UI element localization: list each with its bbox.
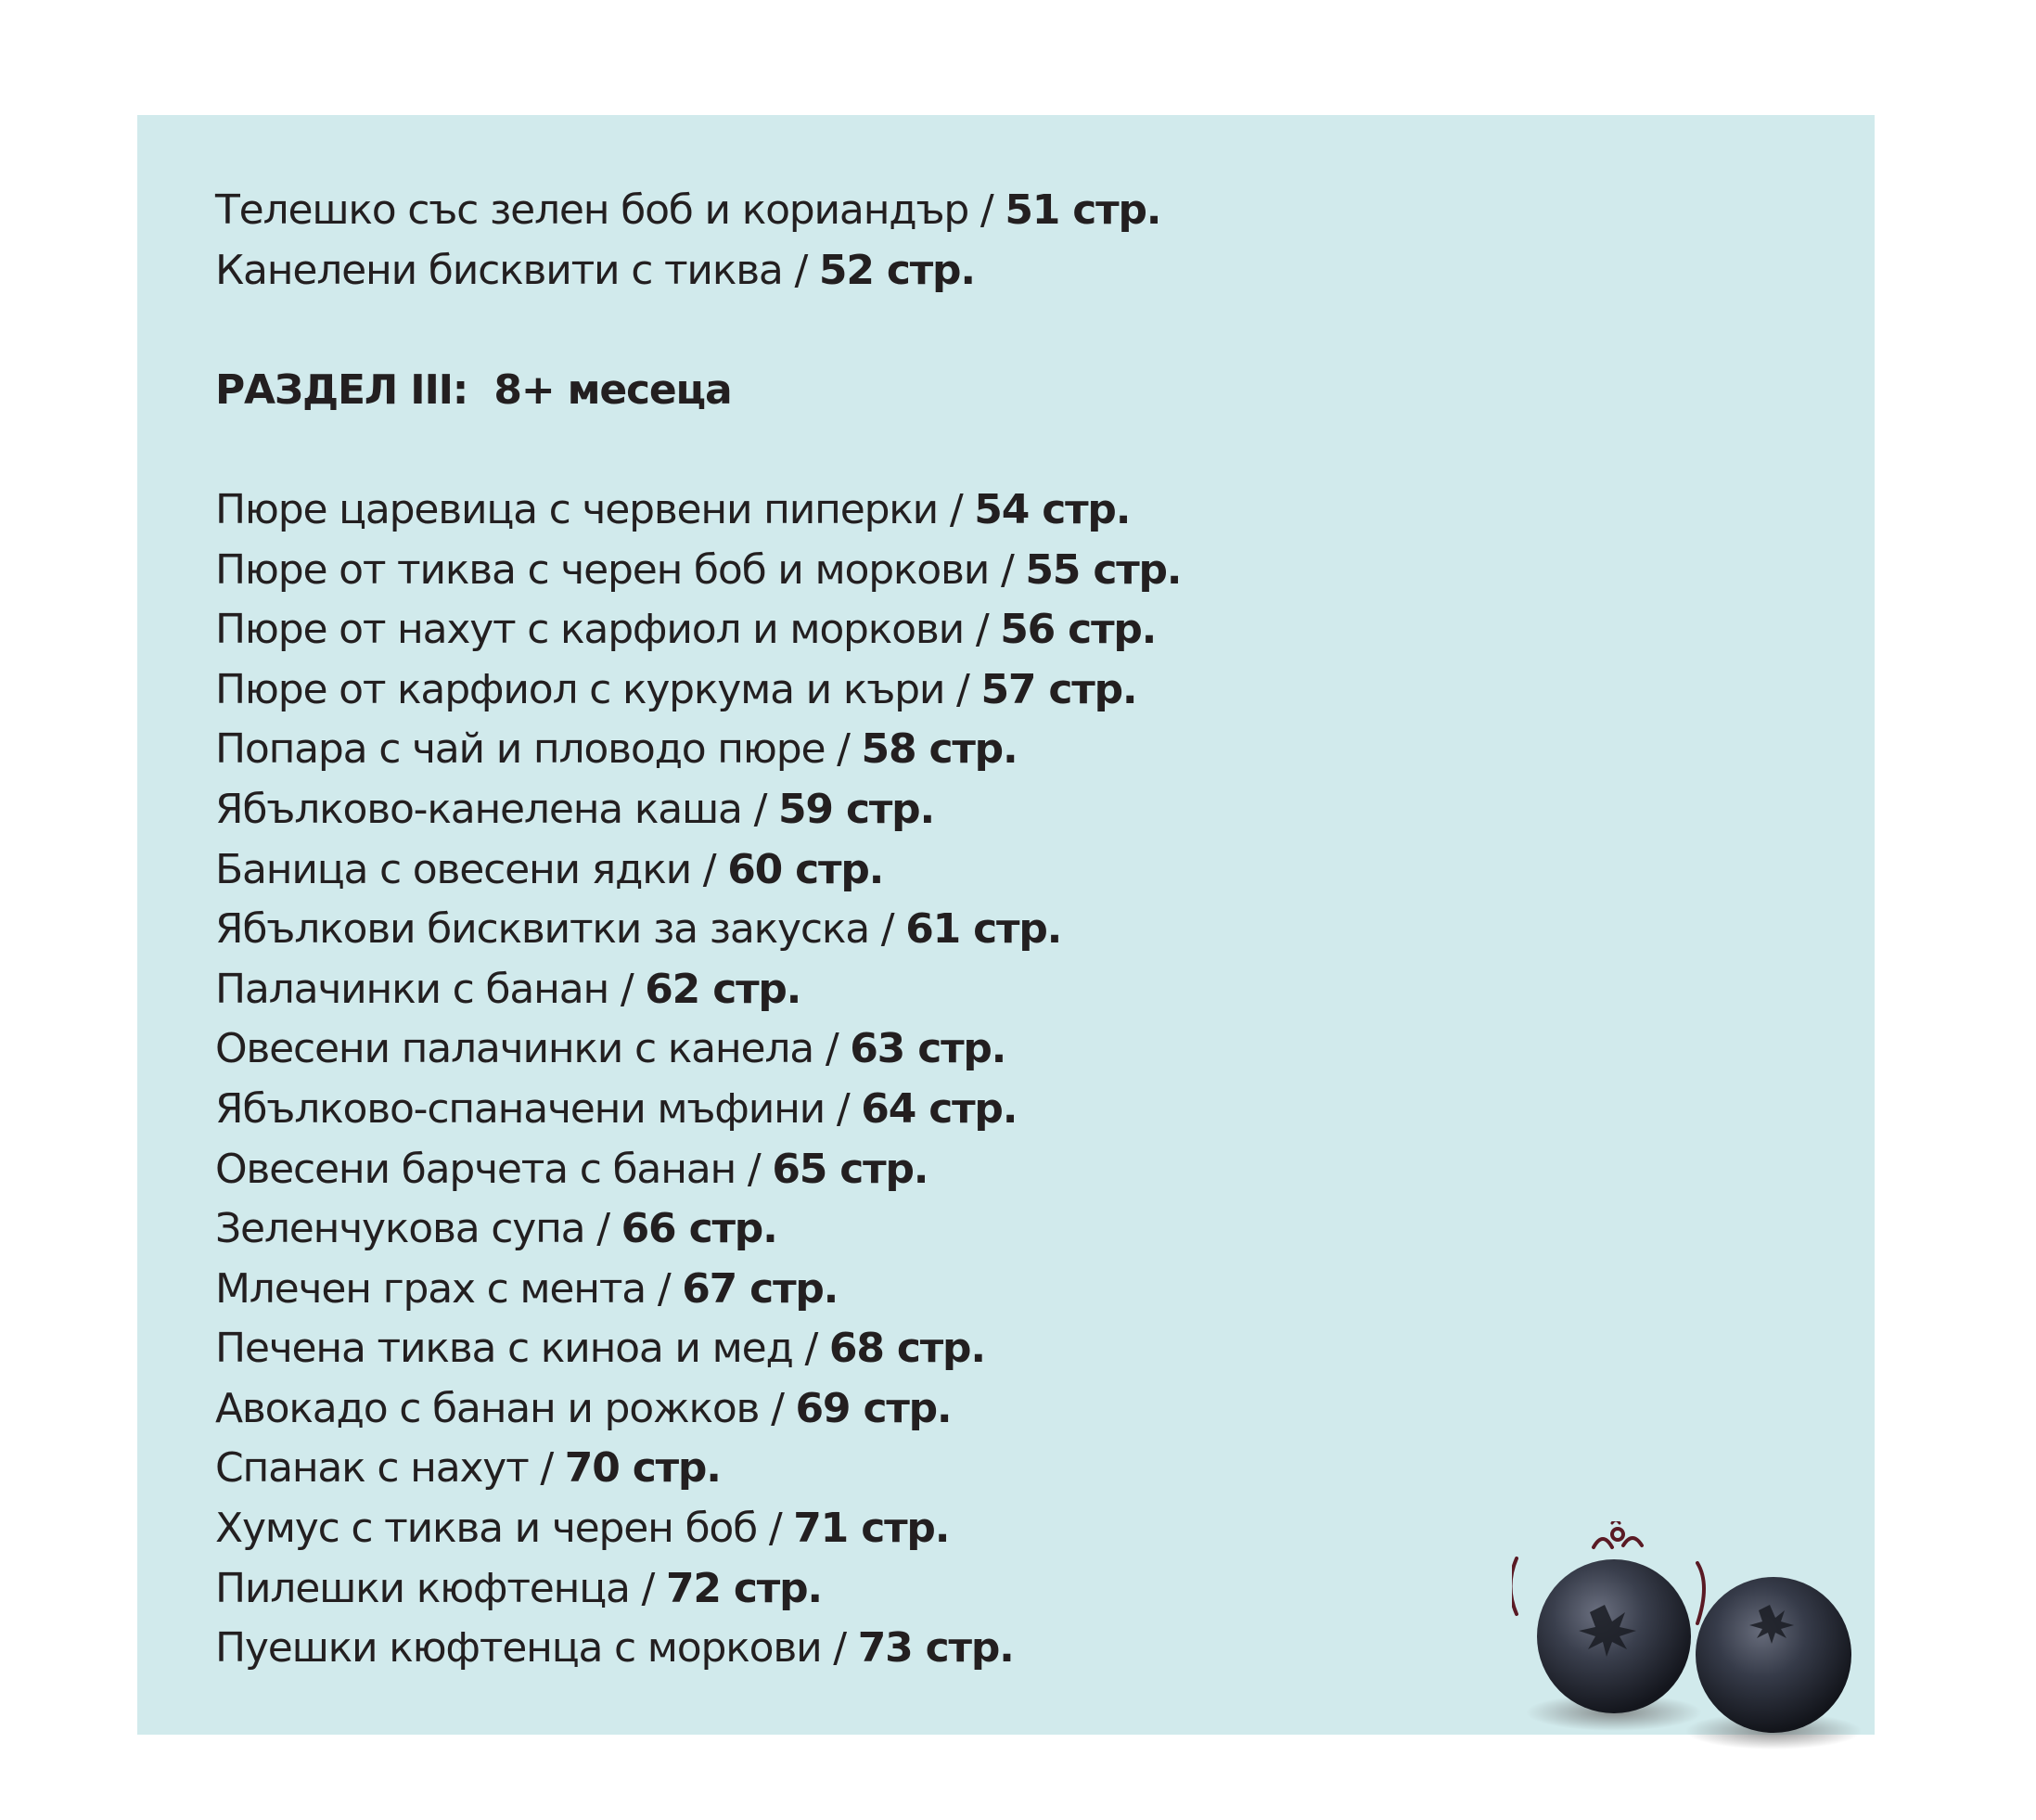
toc-entry-page: 67 стр. xyxy=(682,1264,839,1313)
toc-entry-title: Канелени бисквити с тиква xyxy=(215,246,783,294)
toc-entry-title: Авокадо с банан и рожков xyxy=(215,1384,760,1432)
toc-separator: / xyxy=(641,1564,666,1612)
toc-separator: / xyxy=(975,606,1001,654)
toc-separator: / xyxy=(1000,545,1026,594)
toc-entry-title: Печена тиква с киноа и мед xyxy=(215,1325,793,1373)
toc-entry-page: 58 стр. xyxy=(861,725,1018,774)
toc-entry-page: 71 стр. xyxy=(793,1505,950,1553)
toc-entry-page: 63 стр. xyxy=(850,1025,1006,1073)
toc-separator: / xyxy=(836,1084,862,1133)
toc-entry-title: Овесени палачинки с канела xyxy=(215,1025,814,1073)
toc-entry[interactable] xyxy=(215,600,1607,660)
toc-separator: / xyxy=(540,1444,565,1493)
toc-separator: / xyxy=(949,485,975,533)
toc-entry-title: Попара с чай и пловодо пюре xyxy=(215,725,826,774)
toc-entry[interactable] xyxy=(215,1619,1607,1679)
toc-separator: / xyxy=(596,1205,621,1253)
toc-separator: / xyxy=(804,1325,829,1373)
toc-entry-title: Спанак с нахут xyxy=(215,1444,529,1493)
toc-entry[interactable] xyxy=(215,1140,1607,1200)
toc-entry[interactable] xyxy=(215,720,1607,780)
toc-entry-title: Ябълково-спаначени мъфини xyxy=(215,1084,826,1133)
toc-separator: / xyxy=(956,665,981,713)
toc-entry-title: Пюре от нахут с карфиол и моркови xyxy=(215,606,965,654)
toc-entry-page: 56 стр. xyxy=(1000,606,1157,654)
toc-entry-page: 51 стр. xyxy=(1005,186,1161,234)
toc-separator: / xyxy=(771,1384,796,1432)
toc-separator: / xyxy=(768,1505,794,1553)
toc-entry[interactable] xyxy=(215,1260,1607,1320)
toc-separator: / xyxy=(657,1264,683,1313)
spacer xyxy=(215,420,1607,481)
toc-entry[interactable] xyxy=(215,541,1607,601)
toc-entry-title: Млечен грах с мента xyxy=(215,1264,647,1313)
toc-entry-page: 60 стр. xyxy=(727,845,884,893)
toc-separator: / xyxy=(620,965,646,1013)
toc-entry[interactable] xyxy=(215,181,1607,241)
toc-entry-page: 73 стр. xyxy=(857,1624,1014,1673)
toc-entry-title: Ябълкови бисквитки за закуска xyxy=(215,905,869,954)
toc-entry-title: Пюре царевица с червени пиперки xyxy=(215,485,939,533)
toc-entry[interactable] xyxy=(215,1499,1607,1559)
blueberries-illustration-icon xyxy=(1512,1521,1883,1762)
toc-entry[interactable] xyxy=(215,1199,1607,1260)
toc-entry-title: Хумус с тиква и черен боб xyxy=(215,1505,758,1553)
toc-entry[interactable] xyxy=(215,960,1607,1020)
toc-entry-page: 70 стр. xyxy=(564,1444,721,1493)
toc-separator: / xyxy=(794,246,819,294)
toc-entry-title: Баница с овесени ядки xyxy=(215,845,691,893)
toc-entry-page: 54 стр. xyxy=(974,485,1131,533)
toc-separator: / xyxy=(702,845,728,893)
toc-entry[interactable] xyxy=(215,1319,1607,1379)
toc-separator: / xyxy=(880,905,906,954)
toc-entry-page: 62 стр. xyxy=(645,965,801,1013)
toc-entry-page: 52 стр. xyxy=(818,246,975,294)
toc-entry-title: Зеленчукова супа xyxy=(215,1205,585,1253)
toc-entry-page: 64 стр. xyxy=(861,1084,1018,1133)
toc-entry-title: Пюре от карфиол с куркума и къри xyxy=(215,665,945,713)
section-title: РАЗДЕЛ III: 8+ месеца xyxy=(215,365,732,414)
table-of-contents xyxy=(215,181,1607,1679)
toc-separator: / xyxy=(825,1025,851,1073)
toc-separator: / xyxy=(753,785,779,833)
toc-entry-page: 59 стр. xyxy=(778,785,934,833)
toc-entry-page: 57 стр. xyxy=(980,665,1137,713)
toc-entry[interactable] xyxy=(215,1019,1607,1080)
toc-entry-title: Пилешки кюфтенца xyxy=(215,1564,630,1612)
toc-entry[interactable] xyxy=(215,1559,1607,1620)
toc-entry-page: 68 стр. xyxy=(828,1325,985,1373)
toc-entry[interactable] xyxy=(215,840,1607,901)
toc-entry[interactable] xyxy=(215,241,1607,301)
toc-separator: / xyxy=(747,1145,773,1193)
toc-entry-page: 72 стр. xyxy=(665,1564,822,1612)
toc-entry[interactable] xyxy=(215,1439,1607,1499)
toc-entry-title: Палачинки с банан xyxy=(215,965,609,1013)
toc-entry-page: 65 стр. xyxy=(772,1145,928,1193)
spacer xyxy=(215,301,1607,361)
toc-entry-page: 69 стр. xyxy=(795,1384,952,1432)
toc-entry-title: Ябълково-канелена каша xyxy=(215,785,742,833)
toc-entry[interactable] xyxy=(215,660,1607,721)
toc-entry-title: Телешко със зелен боб и кориандър xyxy=(215,186,969,234)
toc-separator: / xyxy=(837,725,862,774)
toc-entry[interactable] xyxy=(215,1379,1607,1440)
toc-entry-page: 61 стр. xyxy=(905,905,1062,954)
toc-entry-title: Пуешки кюфтенца с моркови xyxy=(215,1624,822,1673)
toc-entry[interactable] xyxy=(215,481,1607,541)
toc-entry[interactable] xyxy=(215,900,1607,960)
toc-entry-page: 66 стр. xyxy=(621,1205,777,1253)
toc-entry-title: Пюре от тиква с черен боб и моркови xyxy=(215,545,990,594)
toc-entry[interactable] xyxy=(215,1080,1607,1140)
toc-separator: / xyxy=(833,1624,858,1673)
toc-separator: / xyxy=(980,186,1005,234)
toc-entry-page: 55 стр. xyxy=(1025,545,1182,594)
toc-entry-title: Овесени барчета с банан xyxy=(215,1145,736,1193)
toc-entry[interactable] xyxy=(215,780,1607,840)
